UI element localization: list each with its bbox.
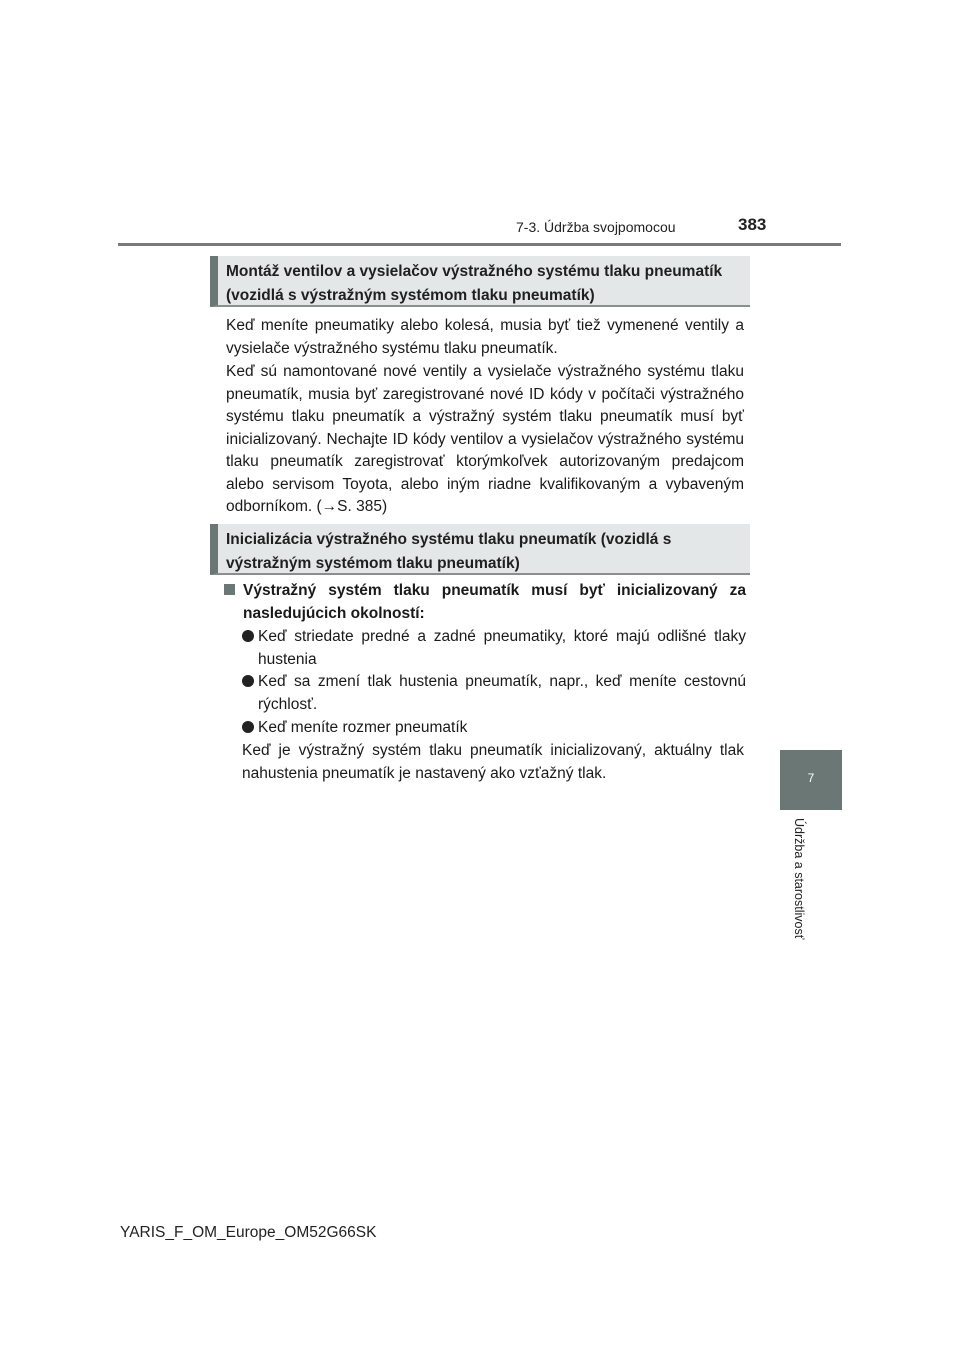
section-heading-valves: Montáž ventilov a vysielačov výstražného systému tlaku pneumatík (vozidlá s výstražným systémom tlaku pneumatík) — [210, 256, 750, 307]
list-item — [240, 670, 746, 716]
page-number: 383 — [738, 215, 767, 234]
paragraph-reference-pressure: Keď je výstražný systém tlaku pneumatík inicializovaný, aktuálny tlak nahustenia pneumatík je nastavený ako vzťažný tlak. — [242, 742, 744, 782]
list-item — [240, 625, 746, 671]
subheading-circumstances — [224, 579, 746, 625]
bullet-dot-icon — [242, 630, 254, 642]
paragraph-replace-valves: Keď meníte pneumatiky alebo kolesá, musia byť tiež vymenené ventily a vysielače výstražného systému tlaku pneumatík. — [226, 317, 744, 357]
list-item — [240, 716, 746, 739]
bullet-dot-icon — [242, 675, 254, 687]
chapter-title-vertical: Údržba a starostlivosť — [792, 818, 806, 940]
chapter-tab: 7 — [780, 750, 842, 810]
list-item-text: Keď meníte rozmer pneumatík — [258, 719, 468, 736]
header-section-title: 7-3. Údržba svojpomocou — [516, 219, 676, 235]
list-item-text: Keď sa zmení tlak hustenia pneumatík, napr., keď meníte cestovnú rýchlosť. — [258, 673, 746, 713]
subheading-text: Výstražný systém tlaku pneumatík musí byť inicializovaný za nasledujúcich okolností: — [243, 582, 746, 622]
section-heading-initialization: Inicializácia výstražného systému tlaku pneumatík (vozidlá s výstražným systémom tlaku pneumatík) — [210, 524, 750, 575]
footer-document-id: YARIS_F_OM_Europe_OM52G66SK — [120, 1224, 377, 1241]
paragraph-register-id-codes: Keď sú namontované nové ventily a vysielače výstražného systému tlaku pneumatík, musia byť zaregistrované nové ID kódy v počítači výstražného systému tlaku pneumatík a výstražný systém tlaku pneumatík musí byť inicializovaný. Nechajte ID kódy ventilov a vysielačov výstražného systému tlaku pneumatík zaregistrovať ktorýmkoľvek autorizovaným predajcom alebo servisom Toyota, alebo iným riadne kvalifikovaným a vybaveným odborníkom. (→S. 385) — [226, 363, 744, 515]
list-item-text: Keď striedate predné a zadné pneumatiky, ktoré majú odlišné tlaky hustenia — [258, 628, 746, 668]
header-divider — [118, 243, 841, 246]
square-bullet-icon — [224, 584, 235, 595]
bullet-dot-icon — [242, 721, 254, 733]
